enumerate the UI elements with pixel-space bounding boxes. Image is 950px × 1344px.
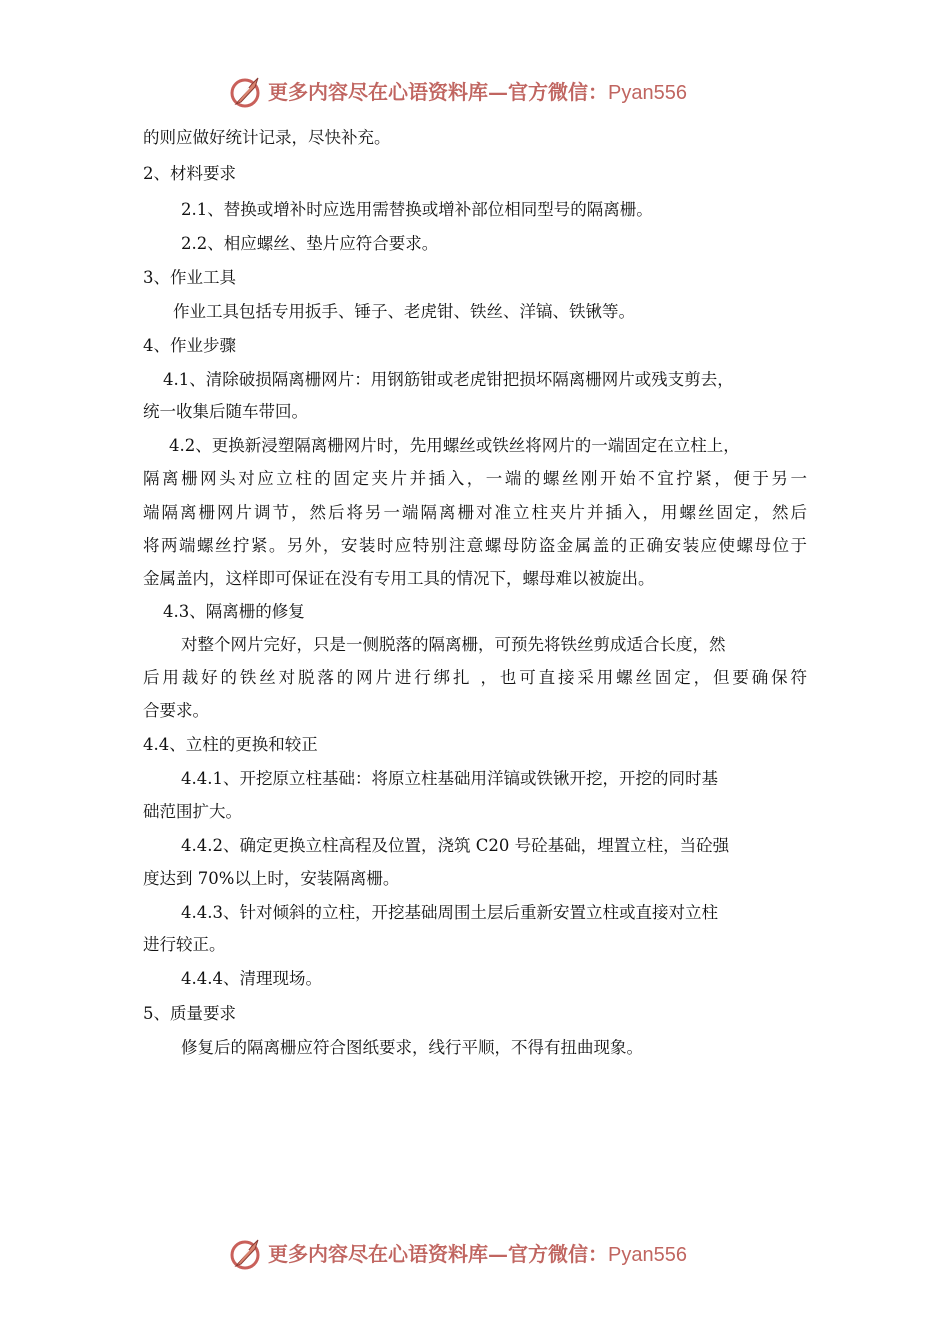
wechat-id: Pyan556 [608,1244,687,1266]
text-line: 的则应做好统计记录，尽快补充。 [143,128,391,147]
text-line: 修复后的隔离栅应符合图纸要求，线行平顺，不得有扭曲现象。 [181,1038,643,1057]
text-line: 4.1、清除破损隔离栅网片：用钢筋钳或老虎钳把损坏隔离栅网片或残支剪去， [163,370,734,389]
text-line: 隔离栅网头对应立柱的固定夹片并插入，一端的螺丝刚开始不宜拧紧，便于另一 [143,469,807,488]
text-line: 4.2、更换新浸塑隔离栅网片时，先用螺丝或铁丝将网片的一端固定在立柱上， [169,436,740,455]
banner-title: 更多内容尽在心语资料库—官方微信： [268,1242,608,1266]
text-line: 4.4.2、确定更换立柱高程及位置，浇筑 C20 号砼基础，埋置立柱，当砼强 [181,836,730,855]
text-line: 4.4.1、开挖原立柱基础：将原立柱基础用洋镐或铁锹开挖，开挖的同时基 [181,769,718,788]
text-line: 作业工具包括专用扳手、锤子、老虎钳、铁丝、洋镐、铁锹等。 [173,302,635,321]
section-heading: 2、材料要求 [143,164,236,183]
wechat-id: Pyan556 [608,82,687,104]
text-line: 端隔离栅网片调节，然后将另一端隔离栅对准立柱夹片并插入，用螺丝固定，然后 [143,503,807,522]
text-line: 进行较正。 [143,935,226,954]
text-line: 对整个网片完好，只是一侧脱落的隔离栅，可预先将铁丝剪成适合长度，然 [181,635,726,654]
text-line: 金属盖内，这样即可保证在没有专用工具的情况下，螺母难以被旋出。 [143,569,655,588]
section-heading: 5、质量要求 [143,1004,236,1023]
text-line: 2.2、相应螺丝、垫片应符合要求。 [181,234,439,253]
header-banner [0,72,950,112]
section-heading: 4、作业步骤 [143,336,236,355]
quill-pen-logo-icon [228,1236,264,1272]
quill-pen-logo-icon [228,74,264,110]
text-line: 础范围扩大。 [143,802,242,821]
text-line: 4.4.4、清理现场。 [181,969,322,988]
banner-text [268,78,687,106]
footer-banner [0,1234,950,1274]
text-line: 后用裁好的铁丝对脱落的网片进行绑扎 ，也可直接采用螺丝固定，但要确保符 [143,668,807,687]
section-heading: 4.4、立柱的更换和较正 [143,735,318,754]
text-line: 度达到 70%以上时，安装隔离栅。 [143,869,400,888]
banner-text [268,1240,687,1268]
text-line: 2.1、替换或增补时应选用需替换或增补部位相同型号的隔离栅。 [181,200,653,219]
text-line: 合要求。 [143,701,209,720]
text-line: 统一收集后随车带回。 [143,402,308,421]
banner-title: 更多内容尽在心语资料库—官方微信： [268,80,608,104]
text-line: 4.4.3、针对倾斜的立柱，开挖基础周围土层后重新安置立柱或直接对立柱 [181,903,718,922]
text-line: 将两端螺丝拧紧。另外，安装时应特别注意螺母防盗金属盖的正确安装应使螺母位于 [143,536,807,555]
section-heading: 3、作业工具 [143,268,236,287]
section-heading: 4.3、隔离栅的修复 [163,602,305,621]
